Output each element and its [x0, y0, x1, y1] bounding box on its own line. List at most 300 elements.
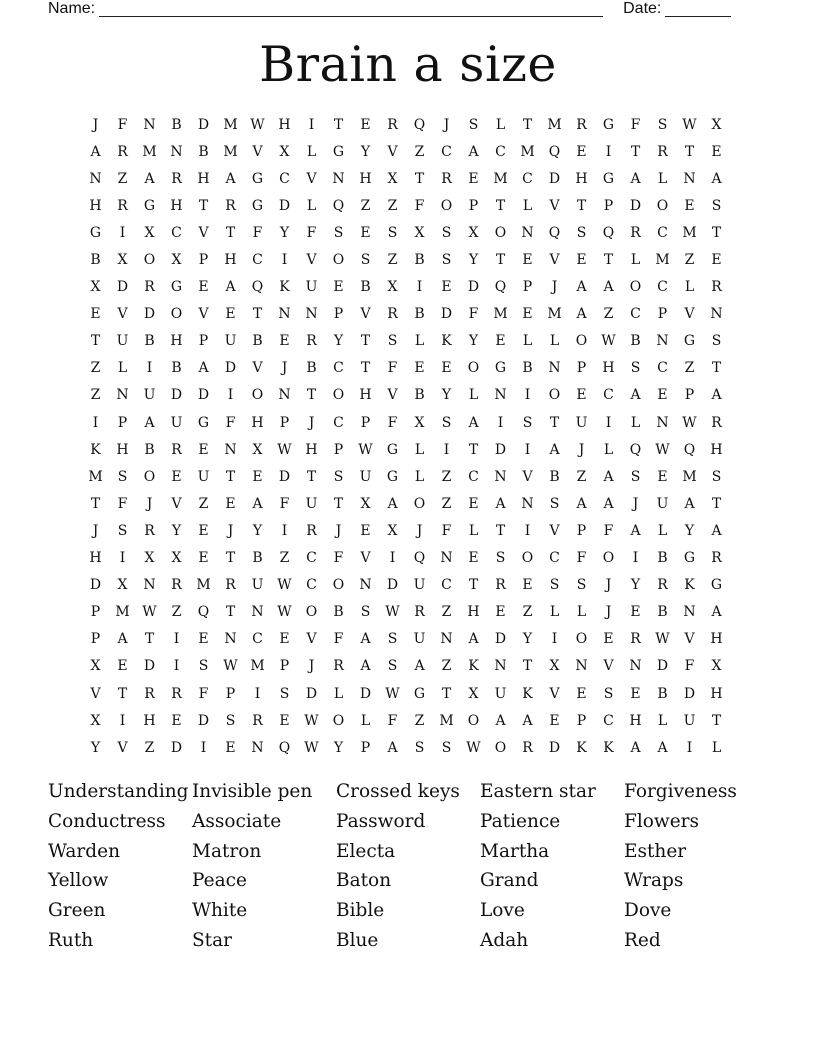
grid-letter: M [223, 143, 238, 160]
grid-letter: M [196, 577, 211, 594]
grid-letter: E [495, 333, 506, 350]
grid-letter: S [414, 739, 425, 756]
grid-letter: L [630, 252, 641, 269]
grid-letter: H [89, 550, 102, 567]
grid-letter: M [493, 170, 508, 187]
grid-letter: F [576, 550, 587, 567]
grid-letter: R [306, 333, 317, 350]
grid-letter: Z [279, 550, 290, 567]
grid-letter: B [306, 360, 317, 377]
grid-letter: C [333, 360, 344, 377]
grid-letter: S [468, 116, 479, 133]
grid-letter: X [360, 495, 371, 512]
grid-letter: F [387, 712, 398, 729]
grid-letter: A [522, 712, 533, 729]
grid-letter: X [171, 550, 182, 567]
grid-letter: L [468, 387, 479, 404]
grid-letter: B [144, 441, 155, 458]
grid-letter: A [468, 143, 479, 160]
grid-letter: O [305, 604, 318, 621]
grid-letter: V [549, 522, 560, 539]
grid-letter: N [521, 495, 534, 512]
date-blank [665, 0, 731, 17]
grid-letter: T [684, 143, 695, 160]
grid-letter: T [252, 306, 263, 323]
grid-letter: E [468, 550, 479, 567]
grid-letter: A [630, 387, 641, 404]
grid-letter: P [198, 252, 209, 269]
grid-letter: L [684, 279, 695, 296]
grid-letter: U [305, 279, 318, 296]
grid-letter: W [304, 739, 319, 756]
grid-letter: C [441, 577, 452, 594]
grid-letter: I [281, 252, 288, 269]
grid-letter: D [494, 441, 507, 458]
grid-letter: X [90, 658, 101, 675]
grid-letter: S [225, 712, 236, 729]
grid-letter: E [198, 279, 209, 296]
grid-letter: R [306, 522, 317, 539]
grid-letter: W [277, 604, 292, 621]
grid-letter: L [630, 414, 641, 431]
grid-letter: X [711, 116, 722, 133]
grid-letter: I [173, 631, 180, 648]
grid-letter: D [197, 387, 210, 404]
grid-letter: Y [171, 522, 182, 539]
grid-letter: S [441, 252, 452, 269]
grid-letter: M [250, 658, 265, 675]
grid-letter: R [495, 577, 506, 594]
grid-letter: Z [90, 387, 101, 404]
grid-letter: F [387, 360, 398, 377]
grid-letter: J [146, 495, 153, 512]
grid-letter: W [655, 441, 670, 458]
grid-letter: N [494, 468, 507, 485]
grid-letter: N [278, 387, 291, 404]
word-list-item: Forgiveness [624, 781, 737, 802]
grid-letter: S [711, 333, 722, 350]
grid-letter: E [576, 252, 587, 269]
grid-letter: E [279, 631, 290, 648]
grid-letter: Q [332, 197, 345, 214]
grid-letter: T [306, 468, 317, 485]
grid-letter: N [278, 306, 291, 323]
grid-letter: C [306, 550, 317, 567]
grid-letter: Y [630, 577, 641, 594]
grid-letter: M [547, 306, 562, 323]
grid-letter: U [251, 577, 264, 594]
grid-letter: F [441, 522, 452, 539]
grid-letter: R [576, 116, 587, 133]
grid-letter: B [171, 116, 182, 133]
date-label: Date: [623, 0, 662, 17]
word-list-item: Password [336, 810, 426, 832]
grid-letter: G [710, 577, 723, 594]
grid-letter: R [711, 550, 722, 567]
grid-letter: V [198, 306, 209, 323]
grid-letter: R [117, 143, 128, 160]
grid-letter: A [387, 739, 398, 756]
grid-letter: U [494, 685, 507, 702]
grid-letter: S [576, 577, 587, 594]
grid-letter: T [333, 495, 344, 512]
grid-letter: X [171, 252, 182, 269]
grid-letter: P [684, 387, 695, 404]
grid-letter: W [250, 116, 265, 133]
grid-letter: V [252, 360, 263, 377]
grid-letter: E [360, 116, 371, 133]
grid-letter: T [360, 333, 371, 350]
grid-letter: B [522, 360, 533, 377]
grid-letter: L [306, 197, 317, 214]
grid-letter: M [88, 468, 103, 485]
grid-letter: B [657, 604, 668, 621]
grid-letter: G [251, 197, 264, 214]
grid-letter: A [684, 495, 695, 512]
word-list-item: Love [480, 900, 525, 922]
grid-letter: U [575, 414, 588, 431]
grid-letter: S [360, 604, 371, 621]
grid-letter: M [520, 143, 535, 160]
grid-letter: U [305, 495, 318, 512]
word-list-item: Flowers [624, 810, 700, 832]
grid-letter: R [333, 658, 344, 675]
grid-letter: E [225, 495, 236, 512]
grid-letter: G [683, 333, 696, 350]
grid-letter: T [360, 360, 371, 377]
grid-letter: U [197, 468, 210, 485]
word-list-item: Yellow [48, 870, 109, 892]
grid-letter: A [495, 712, 506, 729]
grid-letter: P [333, 306, 344, 323]
grid-letter: E [333, 279, 344, 296]
grid-letter: E [684, 197, 695, 214]
grid-letter: K [603, 739, 614, 756]
grid-letter: Q [413, 550, 426, 567]
grid-letter: V [117, 306, 128, 323]
grid-letter: N [683, 170, 696, 187]
grid-letter: O [521, 550, 534, 567]
grid-letter: X [468, 685, 479, 702]
grid-letter: F [684, 658, 695, 675]
grid-letter: L [414, 333, 425, 350]
grid-letter: G [602, 170, 615, 187]
grid-letter: N [683, 604, 696, 621]
grid-letter: X [144, 224, 155, 241]
grid-letter: Z [117, 170, 128, 187]
grid-letter: D [548, 170, 561, 187]
grid-letter: O [413, 495, 426, 512]
grid-letter: N [143, 577, 156, 594]
grid-letter: M [439, 712, 454, 729]
grid-letter: B [90, 252, 101, 269]
grid-letter: E [225, 739, 236, 756]
grid-letter: T [711, 360, 722, 377]
grid-letter: V [306, 170, 317, 187]
grid-letter: P [576, 712, 587, 729]
grid-letter: A [360, 631, 371, 648]
grid-letter: S [279, 685, 290, 702]
grid-letter: C [603, 712, 614, 729]
grid-letter: C [171, 224, 182, 241]
grid-letter: H [224, 252, 237, 269]
grid-letter: D [494, 631, 507, 648]
grid-letter: A [225, 279, 236, 296]
grid-letter: Z [441, 468, 452, 485]
grid-letter: O [494, 739, 507, 756]
grid-letter: X [414, 224, 425, 241]
grid-letter: P [333, 441, 344, 458]
grid-letter: V [387, 387, 398, 404]
name-blank [99, 0, 603, 17]
grid-letter: A [711, 522, 722, 539]
grid-letter: T [468, 441, 479, 458]
grid-letter: U [413, 577, 426, 594]
grid-letter: N [251, 604, 264, 621]
grid-letter: E [198, 522, 209, 539]
grid-letter: E [630, 685, 641, 702]
grid-letter: M [223, 116, 238, 133]
grid-letter: O [332, 577, 345, 594]
grid-letter: G [332, 143, 345, 160]
grid-letter: B [414, 252, 425, 269]
grid-letter: I [443, 441, 450, 458]
grid-letter: C [657, 224, 668, 241]
grid-letter: S [198, 658, 209, 675]
grid-letter: S [441, 739, 452, 756]
grid-letter: A [603, 279, 614, 296]
word-list-item: Dove [624, 900, 672, 922]
grid-letter: R [225, 197, 236, 214]
grid-letter: P [198, 333, 209, 350]
grid-letter: G [170, 279, 183, 296]
grid-letter: S [522, 414, 533, 431]
grid-letter: H [143, 712, 156, 729]
grid-letter: I [281, 522, 288, 539]
grid-letter: T [711, 495, 722, 512]
grid-letter: F [630, 116, 641, 133]
grid-letter: T [225, 468, 236, 485]
grid-letter: E [711, 143, 722, 160]
grid-letter: O [467, 712, 480, 729]
grid-letter: R [144, 685, 155, 702]
grid-letter: I [686, 739, 693, 756]
grid-letter: C [657, 360, 668, 377]
grid-letter: J [551, 279, 558, 296]
word-list-item: Bible [336, 900, 385, 922]
grid-letter: S [630, 468, 641, 485]
grid-letter: N [656, 414, 669, 431]
grid-letter: S [630, 360, 641, 377]
grid-letter: A [468, 631, 479, 648]
grid-letter: E [576, 387, 587, 404]
grid-letter: W [655, 631, 670, 648]
grid-letter: C [549, 550, 560, 567]
grid-letter: U [170, 414, 183, 431]
grid-letter: H [89, 197, 102, 214]
word-list-item: Esther [624, 840, 687, 862]
grid-letter: W [601, 333, 616, 350]
grid-letter: V [90, 685, 101, 702]
grid-letter: R [252, 712, 263, 729]
grid-letter: F [333, 631, 344, 648]
grid-letter: V [360, 306, 371, 323]
grid-letter: S [387, 658, 398, 675]
grid-letter: U [224, 333, 237, 350]
grid-letter: M [142, 143, 157, 160]
grid-letter: V [549, 252, 560, 269]
grid-letter: E [117, 658, 128, 675]
grid-letter: S [333, 224, 344, 241]
grid-letter: B [657, 550, 668, 567]
grid-letter: Q [548, 224, 561, 241]
grid-letter: S [441, 414, 452, 431]
grid-letter: L [306, 143, 317, 160]
grid-letter: T [414, 170, 425, 187]
grid-letter: E [630, 604, 641, 621]
grid-letter: N [89, 170, 102, 187]
grid-letter: X [387, 522, 398, 539]
grid-letter: P [117, 414, 128, 431]
grid-letter: H [278, 116, 291, 133]
grid-letter: E [576, 685, 587, 702]
grid-letter: I [497, 414, 504, 431]
grid-letter: S [117, 468, 128, 485]
grid-letter: T [576, 197, 587, 214]
grid-letter: O [494, 224, 507, 241]
grid-letter: C [252, 631, 263, 648]
word-list-item: Invisible pen [192, 781, 313, 802]
grid-letter: D [170, 739, 183, 756]
grid-letter: D [224, 360, 237, 377]
grid-letter: M [115, 604, 130, 621]
word-list-item: Crossed keys [336, 781, 460, 802]
grid-letter: L [360, 712, 371, 729]
grid-letter: S [657, 116, 668, 133]
grid-letter: H [251, 414, 264, 431]
grid-letter: N [656, 333, 669, 350]
grid-letter: F [387, 414, 398, 431]
grid-letter: I [254, 685, 261, 702]
grid-letter: Z [603, 306, 614, 323]
grid-letter: R [171, 441, 182, 458]
grid-letter: F [414, 197, 425, 214]
grid-letter: D [143, 658, 156, 675]
grid-letter: S [711, 468, 722, 485]
grid-letter: N [548, 360, 561, 377]
grid-letter: Y [90, 739, 101, 756]
grid-letter: E [576, 143, 587, 160]
grid-letter: R [387, 306, 398, 323]
grid-letter: P [279, 414, 290, 431]
word-list-item: Green [48, 900, 106, 922]
grid-letter: P [360, 414, 371, 431]
grid-letter: E [360, 224, 371, 241]
grid-letter: E [522, 252, 533, 269]
grid-letter: P [576, 360, 587, 377]
grid-letter: F [198, 685, 209, 702]
grid-letter: Y [468, 252, 479, 269]
grid-letter: J [632, 495, 639, 512]
grid-letter: D [683, 685, 696, 702]
grid-letter: R [387, 116, 398, 133]
grid-letter: I [605, 414, 612, 431]
grid-letter: N [494, 658, 507, 675]
grid-letter: O [602, 550, 615, 567]
grid-letter: V [306, 252, 317, 269]
grid-letter: L [522, 197, 533, 214]
grid-letter: T [549, 414, 560, 431]
grid-letter: N [224, 441, 237, 458]
grid-letter: P [522, 279, 533, 296]
grid-letter: T [441, 685, 452, 702]
grid-letter: T [90, 495, 101, 512]
grid-letter: E [252, 468, 263, 485]
grid-letter: D [278, 197, 291, 214]
grid-letter: L [549, 333, 560, 350]
grid-letter: P [603, 197, 614, 214]
grid-letter: W [142, 604, 157, 621]
grid-letter: A [711, 387, 722, 404]
grid-letter: I [605, 143, 612, 160]
grid-letter: R [657, 577, 668, 594]
grid-letter: E [549, 712, 560, 729]
grid-letter: R [117, 197, 128, 214]
grid-letter: J [308, 658, 315, 675]
puzzle-title: Brain a size [259, 36, 557, 93]
grid-letter: A [576, 306, 587, 323]
grid-letter: P [279, 658, 290, 675]
grid-letter: S [387, 224, 398, 241]
grid-letter: O [332, 252, 345, 269]
grid-letter: O [467, 360, 480, 377]
grid-letter: A [495, 495, 506, 512]
grid-letter: Y [441, 387, 452, 404]
grid-letter: Y [279, 224, 290, 241]
word-list-item: Baton [336, 870, 392, 892]
grid-letter: L [117, 360, 128, 377]
grid-letter: Z [144, 739, 155, 756]
grid-letter: L [549, 604, 560, 621]
grid-letter: W [385, 604, 400, 621]
grid-letter: X [711, 658, 722, 675]
grid-letter: T [495, 197, 506, 214]
grid-letter: N [143, 116, 156, 133]
grid-letter: T [198, 197, 209, 214]
grid-letter: O [575, 631, 588, 648]
grid-letter: R [144, 522, 155, 539]
grid-letter: L [711, 739, 722, 756]
grid-letter: I [308, 116, 315, 133]
grid-letter: A [576, 279, 587, 296]
grid-letter: T [306, 387, 317, 404]
grid-letter: V [360, 550, 371, 567]
grid-letter: D [305, 685, 318, 702]
grid-letter: Z [414, 712, 425, 729]
grid-letter: C [279, 170, 290, 187]
grid-letter: K [468, 658, 479, 675]
grid-letter: I [119, 550, 126, 567]
grid-letter: O [656, 197, 669, 214]
grid-letter: Y [252, 522, 263, 539]
grid-letter: H [710, 685, 723, 702]
grid-letter: R [711, 279, 722, 296]
grid-letter: F [306, 224, 317, 241]
grid-letter: I [551, 631, 558, 648]
grid-letter: I [92, 414, 99, 431]
name-label: Name: [48, 0, 96, 17]
grid-letter: X [117, 577, 128, 594]
